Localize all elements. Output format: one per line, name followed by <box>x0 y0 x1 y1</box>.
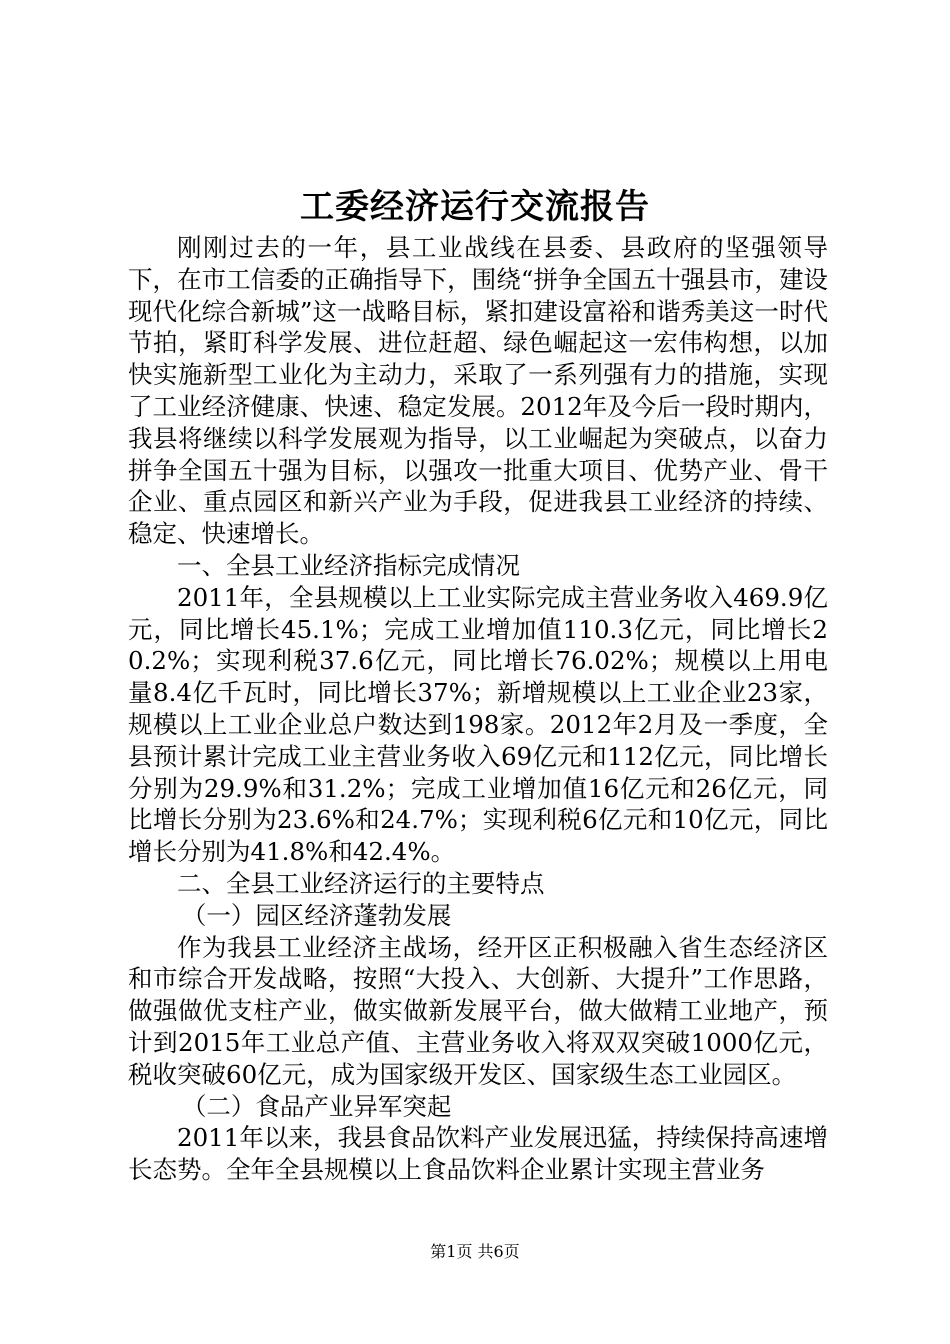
section-heading-1: 一、全县工业经济指标完成情况 <box>177 550 520 580</box>
subsection-heading-2: （二）食品产业异军突起 <box>181 1091 452 1121</box>
food-industry-paragraph: 2011年以来，我县食品饮料产业发展迅猛，持续保持高速增长态势。全年全县规模以上食品饮料企业累计实现主营业务 <box>128 1123 828 1185</box>
document-title: 工委经济运行交流报告 <box>300 187 650 227</box>
intro-paragraph: 刚刚过去的一年，县工业战线在县委、县政府的坚强领导下，在市工信委的正确指导下，围绕“拼争全国五十强县市，建设现代化综合新城”这一战略目标，紧扣建设富裕和谐秀美这一时代节拍，紧盯科学发展、进位赶超、绿色崛起这一宏伟构想，以加快实施新型工业化为主动力，采取了一系列强有力的措施，实现了工业经济健康、快速、稳定发展。2012年及今后一段时期内，我县将继续以科学发展观为指导，以工业崛起为突破点，以奋力拼争全国五十强为目标，以强攻一批重大项目、优势产业、骨干企业、重点园区和新兴产业为手段，促进我县工业经济的持续、稳定、快速增长。 <box>128 233 828 549</box>
park-economy-paragraph: 作为我县工业经济主战场，经开区正积极融入省生态经济区和市综合开发战略，按照“大投入、大创新、大提升”工作思路，做强做优支柱产业，做实做新发展平台，做大做精工业地产，预计到2015年工业总产值、主营业务收入将双双突破1000亿元，税收突破60亿元，成为国家级开发区、国家级生态工业园区。 <box>128 932 828 1089</box>
page-footer: 第1页 共6页 <box>430 1242 520 1261</box>
subsection-heading-1: （一）园区经济蓬勃发展 <box>181 900 452 930</box>
document-body <box>128 232 828 1186</box>
section-heading-2: 二、全县工业经济运行的主要特点 <box>177 868 545 898</box>
indicators-paragraph: 2011年，全县规模以上工业实际完成主营业务收入469.9亿元，同比增长45.1%；完成工业增加值110.3亿元，同比增长20.2%；实现利税37.6亿元，同比增长76.02%；规模以上用电量8.4亿千瓦时，同比增长37%；新增规模以上工业企业23家，规模以上工业企业总户数达到198家。2012年2月及一季度，全县预计累计完成工业主营业务收入69亿元和112亿元，同比增长分别为29.9%和31.2%；完成工业增加值16亿元和26亿元，同比增长分别为23.6%和24.7%；实现利税6亿元和10亿元，同比增长分别为41.8%和42.4%。 <box>128 582 828 867</box>
